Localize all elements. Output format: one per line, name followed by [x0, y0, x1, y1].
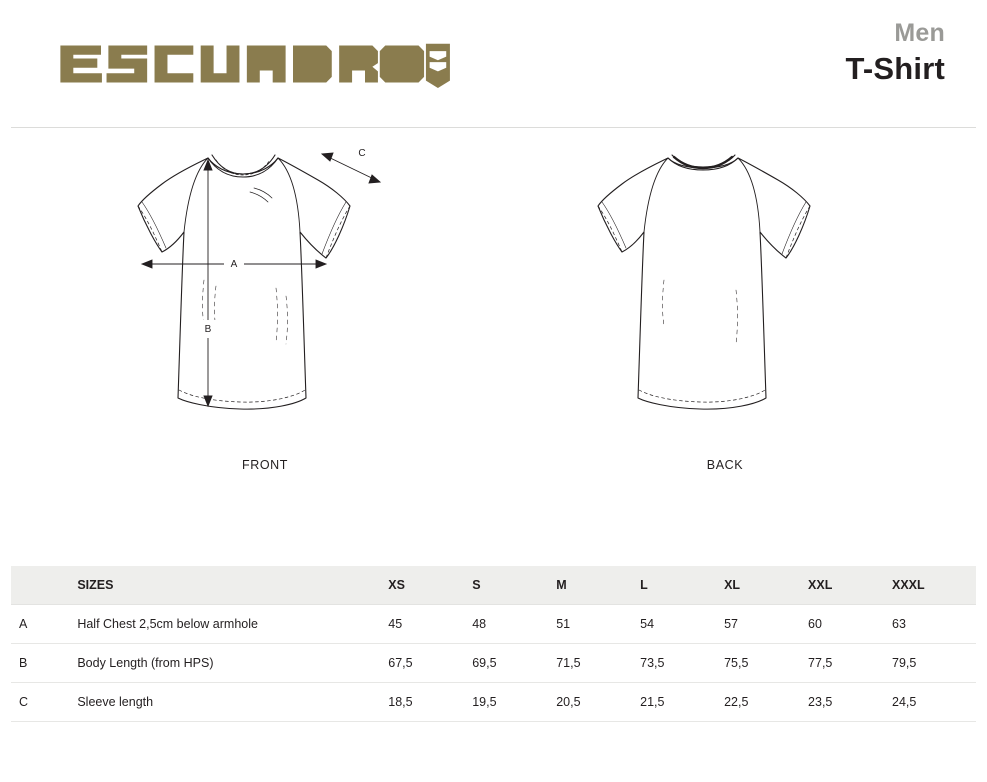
table-header: [11, 566, 976, 605]
dimension-a-letter: A: [230, 259, 238, 270]
cell-l: 21,5: [640, 683, 724, 722]
column-header-s: S: [472, 566, 556, 605]
row-description: Sleeve length: [77, 683, 388, 722]
dimension-c-letter: C: [358, 148, 366, 159]
table-body: [11, 605, 976, 722]
cell-l: 73,5: [640, 644, 724, 683]
column-header-xxxl: XXXL: [892, 566, 976, 605]
dimension-b-letter: B: [204, 324, 212, 335]
table-row: [11, 644, 976, 683]
cell-xxxl: 63: [892, 605, 976, 644]
brand-logo: [42, 40, 472, 88]
column-header-xl: XL: [724, 566, 808, 605]
cell-s: 19,5: [472, 683, 556, 722]
category-label: Men: [894, 19, 945, 47]
cell-xxxl: 24,5: [892, 683, 976, 722]
cell-xxl: 60: [808, 605, 892, 644]
row-description: Body Length (from HPS): [77, 644, 388, 683]
row-key: B: [11, 644, 77, 683]
cell-xs: 67,5: [388, 644, 472, 683]
back-view-label: BACK: [706, 458, 744, 472]
table-row: [11, 605, 976, 644]
column-header-l: L: [640, 566, 724, 605]
cell-xs: 45: [388, 605, 472, 644]
cell-xl: 75,5: [724, 644, 808, 683]
cell-m: 51: [556, 605, 640, 644]
back-view: [515, 140, 935, 472]
cell-xl: 57: [724, 605, 808, 644]
page-title: T-Shirt: [845, 51, 945, 86]
cell-xl: 22,5: [724, 683, 808, 722]
row-description: Half Chest 2,5cm below armhole: [77, 605, 388, 644]
cell-s: 69,5: [472, 644, 556, 683]
cell-m: 71,5: [556, 644, 640, 683]
column-header-key: [11, 566, 77, 605]
garment-illustrations: [0, 140, 987, 560]
cell-s: 48: [472, 605, 556, 644]
column-header-xs: XS: [388, 566, 472, 605]
page-header: [0, 0, 987, 122]
table-header-row: [11, 566, 976, 605]
cell-xxl: 23,5: [808, 683, 892, 722]
row-key: C: [11, 683, 77, 722]
table-row: [11, 683, 976, 722]
row-key: A: [11, 605, 77, 644]
cell-xxl: 77,5: [808, 644, 892, 683]
column-header-m: M: [556, 566, 640, 605]
title-block: [845, 18, 945, 88]
front-view: [55, 140, 475, 472]
cell-m: 20,5: [556, 683, 640, 722]
column-header-sizes: SIZES: [77, 566, 388, 605]
cell-xs: 18,5: [388, 683, 472, 722]
header-divider: [11, 127, 976, 128]
column-header-xxl: XXL: [808, 566, 892, 605]
cell-l: 54: [640, 605, 724, 644]
cell-xxxl: 79,5: [892, 644, 976, 683]
size-chart-table: [11, 566, 976, 722]
front-view-label: FRONT: [241, 458, 289, 472]
